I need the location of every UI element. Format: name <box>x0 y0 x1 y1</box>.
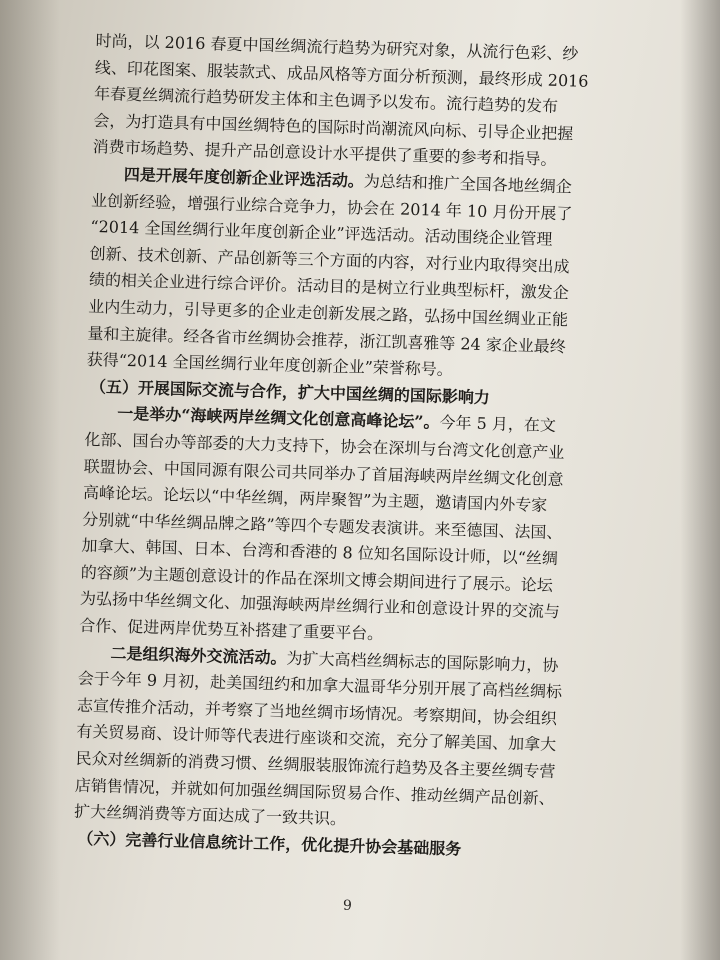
text-run: 高峰论坛。论坛以“中华丝绸，两岸聚智”为主题，邀请国内外专家 <box>82 482 548 515</box>
text-run: 分别就“中华丝绸品牌之路”等四个专题发表演讲。来至德国、法国、 <box>82 509 563 542</box>
text-run: 为扩大高档丝绸标志的国际影响力，协 <box>286 648 559 675</box>
text-run: 为弘扬中华丝绸文化、加强海峡两岸丝绸行业和创意设计界的交流与 <box>79 589 561 622</box>
bold-lead-phrase: 二是组织海外交流活动。 <box>110 643 287 668</box>
text-run: 会于今年 9 月初，赴美国纽约和加拿大温哥华分别开展了高档丝绸标 <box>77 669 563 702</box>
text-run: 年春夏丝绸流行趋势研发主体和主色调予以发布。流行趋势的发布 <box>93 84 559 117</box>
bold-lead-phrase: 一是举办“海峡两岸丝绸文化创意高峰论坛”。 <box>116 404 440 433</box>
text-run: 业创新经验，增强行业综合竞争力，协会在 2014 年 10 月份开展了 <box>90 190 573 223</box>
bold-lead-phrase: （五）开展国际交流与合作，扩大中国丝绸的国际影响力 <box>89 376 491 407</box>
text-run: 业内生动力，引导更多的企业走创新发展之路，弘扬中国丝绸业正能 <box>87 296 569 330</box>
body-text <box>73 28 616 867</box>
text-run: 线、印花图案、服装款式、成品风格等方面分析预测，最终形成 2016 <box>94 57 589 91</box>
text-run: 扩大丝绸消费等方面达成了一致共识。 <box>73 801 347 829</box>
text-run: 为总结和推广全国各地丝绸企 <box>363 171 573 197</box>
text-run: 绩的相关企业进行综合评价。活动目的是树立行业典型标杆，激发企 <box>88 270 570 303</box>
text-run: 获得“2014 全国丝绸行业年度创新企业”荣誉称号。 <box>86 349 454 380</box>
text-run: “2014 全国丝绸行业年度创新企业”评选活动。活动围绕企业管理 <box>90 217 553 249</box>
bold-lead-phrase: （六）完善行业信息统计工作，优化提升协会基础服务 <box>77 828 462 859</box>
text-run: 有关贸易商、设计师等代表进行座谈和交流，充分了解美国、加拿大 <box>76 722 557 755</box>
text-run: 化部、国台办等部委的大力支持下，协会在深圳与台湾文化创意产业 <box>84 429 565 463</box>
text-run: 加拿大、韩国、日本、台湾和香港的 8 位知名国际设计师，以“丝绸 <box>81 536 559 569</box>
text-run: 合作、促进两岸优势互补搭建了重要平台。 <box>79 615 384 644</box>
page-shadow-right <box>680 0 720 960</box>
page-shadow-left <box>0 0 60 960</box>
text-run: 消费市场趋势、提升产品创意设计水平提供了重要的参考和指导。 <box>92 137 557 170</box>
text-run: 的容颜”为主题创意设计的作品在深圳文博会期间进行了展示。论坛 <box>80 562 554 595</box>
text-run: 时尚，以 2016 春夏中国丝绸流行趋势为研究对象，从流行色彩、纱 <box>95 30 579 64</box>
text-run: 量和主旋律。经各省市丝绸协会推荐，浙江凯喜雅等 24 家企业最终 <box>87 323 567 356</box>
page-number: 9 <box>343 898 352 914</box>
text-run: 店销售情况，并就如何加强丝绸国际贸易合作、推动丝绸产品创新、 <box>74 775 555 808</box>
text-run: 民众对丝绸新的消费习惯、丝绸服装服饰流行趋势及各主要丝绸专营 <box>75 748 556 782</box>
text-run: 志宣传推介活动，并考察了当地丝绸市场情况。考察期间，协会组织 <box>76 695 558 728</box>
text-run: 会，为打造具有中国丝绸特色的国际时尚潮流风向标、引导企业把握 <box>93 110 574 144</box>
bold-lead-phrase: 四是开展年度创新企业评选活动。 <box>123 164 365 191</box>
text-run: 联盟协会、中国同源有限公司共同举办了首届海峡两岸丝绸文化创意 <box>83 456 564 489</box>
text-run: 创新、技术创新、产品创新等三个方面的内容，对行业内取得突出成 <box>89 243 570 277</box>
text-run: 今年 5 月，在文 <box>439 413 557 436</box>
